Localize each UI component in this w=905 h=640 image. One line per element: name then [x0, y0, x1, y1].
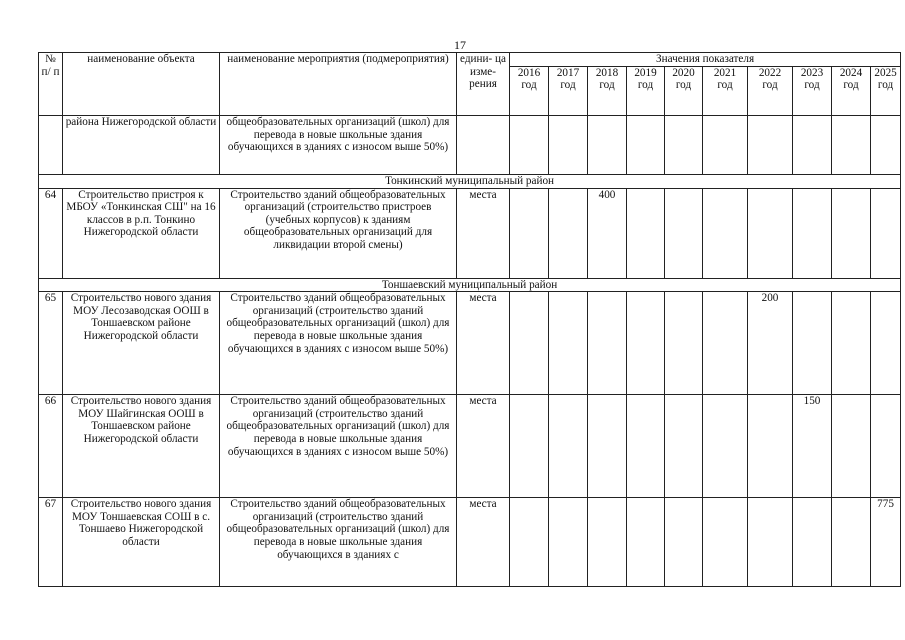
row-value [588, 498, 627, 587]
row-object: Строительство нового здания МОУ Шайгинская ООШ в Тоншаевском районе Нижегородской области [63, 395, 220, 498]
row-measure: Строительство зданий общеобразовательных организаций (строительство пристроев (учебных корпусов) к зданиям общеобразовательных организаций для ликвидации второй смены) [220, 188, 457, 278]
header-unit: едини- ца изме- рения [457, 53, 510, 116]
row-value [832, 292, 871, 395]
row-value [510, 188, 549, 278]
row-value [793, 498, 832, 587]
row-value [793, 292, 832, 395]
header-year: 2021 год [703, 66, 748, 115]
row-value [549, 188, 588, 278]
row-value [832, 395, 871, 498]
row-object: Строительство пристроя к МБОУ «Тонкинская СШ" на 16 классов в р.п. Тонкино Нижегородской области [63, 188, 220, 278]
row-value [832, 188, 871, 278]
row-object: Строительство нового здания МОУ Лесозаводская ООШ в Тоншаевском районе Нижегородской области [63, 292, 220, 395]
table-row [39, 395, 901, 498]
row-num: 67 [39, 498, 63, 587]
header-year: 2016 год [510, 66, 549, 115]
row-value [588, 395, 627, 498]
row-value [703, 292, 748, 395]
header-num: № п/ п [39, 53, 63, 116]
row-value [549, 395, 588, 498]
continuation-object: района Нижегородской области [63, 116, 220, 175]
row-value: 775 [871, 498, 901, 587]
header-year: 2020 год [665, 66, 703, 115]
row-unit: места [457, 498, 510, 587]
row-value: 200 [748, 292, 793, 395]
row-value [703, 395, 748, 498]
header-year: 2019 год [627, 66, 665, 115]
row-value [510, 498, 549, 587]
header-year: 2023 год [793, 66, 832, 115]
row-value [703, 188, 748, 278]
row-num: 65 [39, 292, 63, 395]
continuation-row [39, 116, 901, 175]
row-value [871, 395, 901, 498]
indicators-table [38, 52, 901, 587]
header-row [39, 53, 901, 67]
row-value [549, 498, 588, 587]
row-value [832, 498, 871, 587]
header-year: 2022 год [748, 66, 793, 115]
row-value [703, 498, 748, 587]
row-value [588, 292, 627, 395]
header-year: 2017 год [549, 66, 588, 115]
row-value [627, 395, 665, 498]
row-value: 150 [793, 395, 832, 498]
header-object: наименование объекта [63, 53, 220, 116]
row-measure: Строительство зданий общеобразовательных организаций (строительство зданий общеобразовательных организаций (школ) для перевода в новые школьные здания обучающихся в зданиях с износом выше 50%) [220, 395, 457, 498]
row-value [627, 292, 665, 395]
row-value [871, 292, 901, 395]
row-measure: Строительство зданий общеобразовательных организаций (строительство зданий общеобразовательных организаций (школ) для перевода в новые школьные здания обучающихся в зданиях с [220, 498, 457, 587]
row-value [665, 188, 703, 278]
row-unit: места [457, 188, 510, 278]
section-row [39, 278, 901, 292]
row-value [627, 498, 665, 587]
row-num: 64 [39, 188, 63, 278]
row-num: 66 [39, 395, 63, 498]
table-row [39, 292, 901, 395]
row-value [510, 395, 549, 498]
row-value [627, 188, 665, 278]
row-value [549, 292, 588, 395]
row-measure: Строительство зданий общеобразовательных организаций (строительство зданий общеобразовательных организаций (школ) для перевода в новые школьные здания обучающихся в зданиях с износом выше 50%) [220, 292, 457, 395]
page-number: 17 [454, 38, 466, 52]
table-row [39, 188, 901, 278]
row-value [793, 188, 832, 278]
row-unit: места [457, 395, 510, 498]
row-object: Строительство нового здания МОУ Тоншаевская СОШ в с. Тоншаево Нижегородской области [63, 498, 220, 587]
section-row [39, 175, 901, 189]
row-value [665, 395, 703, 498]
header-year: 2024 год [832, 66, 871, 115]
row-value [665, 292, 703, 395]
row-value [748, 395, 793, 498]
row-value [748, 188, 793, 278]
row-value [665, 498, 703, 587]
row-unit: места [457, 292, 510, 395]
header-values: Значения показателя [510, 53, 901, 67]
header-year: 2018 год [588, 66, 627, 115]
header-measure: наименование мероприятия (подмероприятия) [220, 53, 457, 116]
row-value [510, 292, 549, 395]
table-row [39, 498, 901, 587]
row-value [871, 188, 901, 278]
row-value [748, 498, 793, 587]
section-title-tonshaevo: Тоншаевский муниципальный район [39, 278, 901, 292]
section-title-tonkino: Тонкинский муниципальный район [39, 175, 901, 189]
row-value: 400 [588, 188, 627, 278]
header-year: 2025 год [871, 66, 901, 115]
continuation-measure: общеобразовательных организаций (школ) для перевода в новые школьные здания обучающихся в зданиях с износом выше 50%) [220, 116, 457, 175]
